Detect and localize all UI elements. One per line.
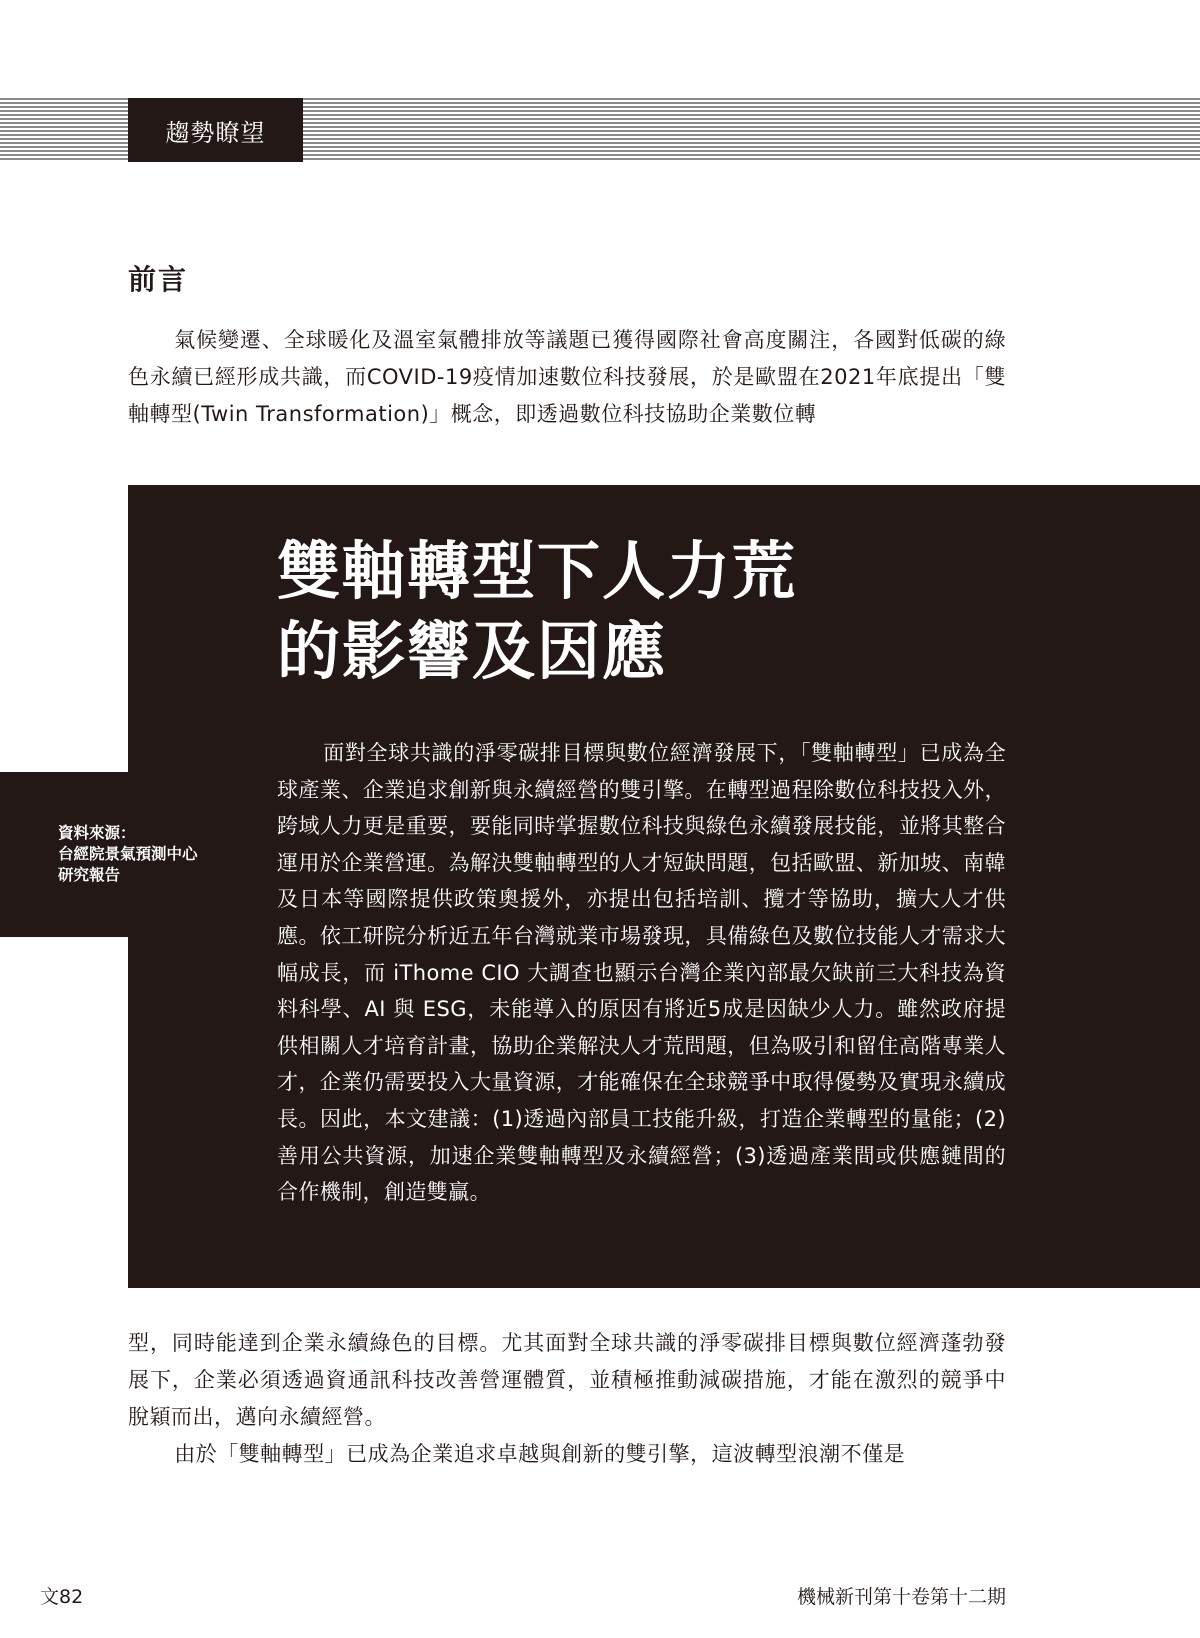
article-abstract: 面對全球共識的淨零碳排目標與數位經濟發展下，「雙軸轉型」已成為全球產業、企業追求創新與永續經營的雙引擎。在轉型過程除數位科技投入外，跨域人力更是重要，要能同時掌握數位科技與綠色永續發展技能，並將其整合運用於企業營運。為解決雙軸轉型的人才短缺問題，包括歐盟、新加坡、南韓及日本等國際提供政策奧援外，亦提出包括培訓、攬才等協助，擴大人才供應。依工研院分析近五年台灣就業市場發現，具備綠色及數位技能人才需求大幅成長，而 iThome CIO 大調查也顯示台灣企業內部最欠缺前三大科技為資料科學、AI 與 ESG，未能導入的原因有將近5成是因缺少人力。雖然政府提供相關人才培育計畫，協助企業解決人才荒問題，但為吸引和留住高階專業人才，企業仍需要投入大量資源，才能確保在全球競爭中取得優勢及實現永續成長。因此，本文建議：(1)透過內部員工技能升級，打造企業轉型的量能；(2)善用公共資源，加速企業雙軸轉型及永續經營；(3)透過產業間或供應鏈間的合作機制，創造雙贏。 bbox=[277, 741, 1006, 1205]
continuation-paragraph: 型，同時能達到企業永續綠色的目標。尤其面對全球共識的淨零碳排目標與數位經濟蓬勃發展下，企業必須透過資通訊科技改善營運體質，並積極推動減碳措施，才能在激烈的競爭中脫穎而出，邁向永續經營。 bbox=[128, 1331, 1006, 1429]
source-note bbox=[58, 823, 198, 886]
publication-name: 機械新刊第十卷第十二期 bbox=[796, 1586, 1006, 1608]
continuation-paragraph-2: 由於「雙軸轉型」已成為企業追求卓越與創新的雙引擎，這波轉型浪潮不僅是 bbox=[174, 1442, 906, 1466]
intro-paragraph: 氣候變遷、全球暖化及溫室氣體排放等議題已獲得國際社會高度關注，各國對低碳的綠色永續已經形成共識，而COVID-19疫情加速數位科技發展，於是歐盟在2021年底提出「雙軸轉型(Twin Transformation)」概念，即透過數位科技協助企業數位轉 bbox=[128, 328, 1006, 426]
article-title-line: 的影響及因應 bbox=[277, 615, 667, 688]
article-title bbox=[277, 532, 797, 692]
source-line: 資料來源： bbox=[58, 824, 136, 842]
source-line: 研究報告 bbox=[58, 866, 121, 884]
source-line: 台經院景氣預測中心 bbox=[58, 845, 198, 863]
article-title-line: 雙軸轉型下人力荒 bbox=[277, 535, 797, 608]
section-tag: 趨勢瞭望 bbox=[128, 98, 303, 162]
page-number: 文82 bbox=[40, 1586, 84, 1608]
intro-heading: 前言 bbox=[128, 263, 189, 296]
